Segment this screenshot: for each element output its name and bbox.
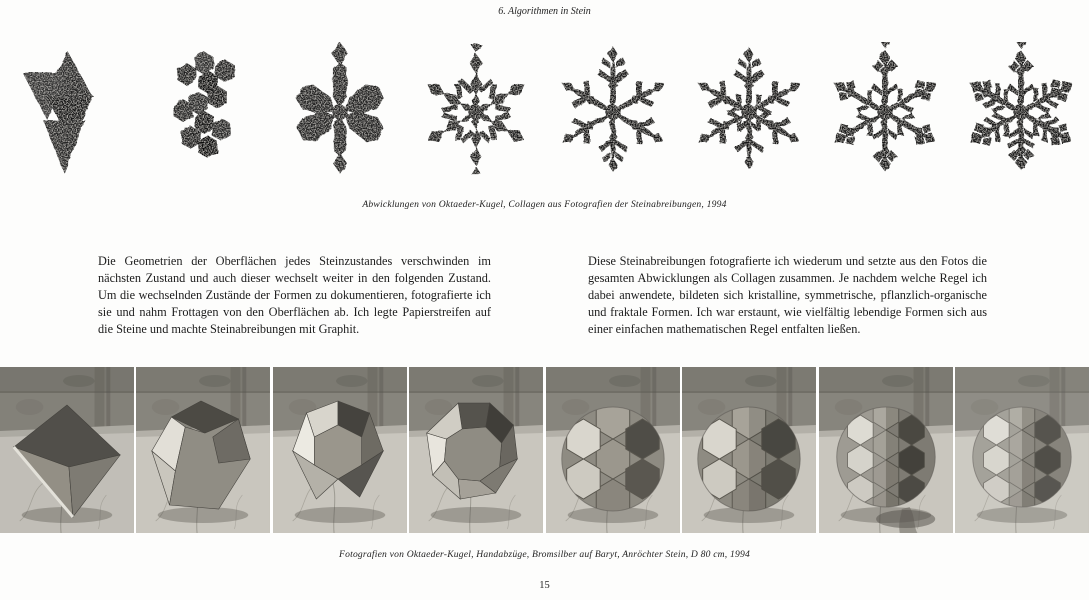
collage-stage-8 xyxy=(953,36,1089,188)
octahedron-unfolding-collage-2 xyxy=(145,42,263,183)
collage-stage-7 xyxy=(817,36,953,188)
photo-caption: Fotografien von Oktaeder-Kugel, Handabzüge, Bromsilber auf Baryt, Anröchter Stein, D 80 cm, 1994 xyxy=(339,549,750,560)
collage-stage-2 xyxy=(136,36,272,188)
collage-caption: Abwicklungen von Oktaeder-Kugel, Collagen aus Fotografien der Steinabreibungen, 1994 xyxy=(362,199,727,210)
photo-stone-stage-5 xyxy=(546,367,680,533)
page-number: 15 xyxy=(539,580,550,591)
photo-stone-stage-2 xyxy=(136,367,270,533)
stone-polyhedron-image xyxy=(273,367,407,533)
photo-figure-strip xyxy=(0,367,1089,533)
collage-stage-6 xyxy=(681,36,817,188)
stone-sphere-image xyxy=(819,367,953,533)
collage-figure-row xyxy=(0,36,1089,188)
stone-sphere-image xyxy=(955,367,1089,533)
running-head: 6. Algorithmen in Stein xyxy=(498,6,591,17)
octahedron-unfolding-collage-6 xyxy=(690,42,808,183)
body-text-left-column: Die Geometrien der Oberflächen jedes Steinzustandes verschwinden im nächsten Zustand und auch dieser wechselt weiter in den folgenden Zustand. Um die wechselnden Zustände der Formen zu dokumentieren, fotografierte ich sie und nahm Frottagen von den Oberflächen ab. Ich legte Papierstreifen auf die Steine und machte Steinabreibungen mit Graphit. xyxy=(98,254,491,337)
photo-stone-stage-3 xyxy=(273,367,407,533)
stone-polyhedron-image xyxy=(136,367,270,533)
photo-stone-stage-4 xyxy=(409,367,543,533)
octahedron-unfolding-collage-7 xyxy=(826,42,944,183)
collage-stage-4 xyxy=(408,36,544,188)
stone-faceted-sphere-image xyxy=(682,367,816,533)
collage-stage-1 xyxy=(0,36,136,188)
collage-stage-5 xyxy=(545,36,681,188)
collage-stage-3 xyxy=(272,36,408,188)
photo-stone-stage-6 xyxy=(682,367,816,533)
octahedron-unfolding-collage-8 xyxy=(962,42,1080,183)
octahedron-unfolding-collage-1 xyxy=(9,42,127,183)
photo-stone-stage-8 xyxy=(955,367,1089,533)
stone-faceted-sphere-image xyxy=(546,367,680,533)
stone-octahedron-image xyxy=(0,367,134,533)
octahedron-unfolding-collage-3 xyxy=(281,42,399,183)
stone-polyhedron-image xyxy=(409,367,543,533)
body-text-right-column: Diese Steinabreibungen fotografierte ich wiederum und setzte aus den Fotos die gesamten Abwicklungen als Collagen zusammen. Je nachdem welche Regel ich dabei anwendete, bildeten sich kristalline, symmetrische, pflanzlich-organische und fraktale Formen. Ich war erstaunt, wie vielfältig lebendige Formen sich aus einer einfachen mathematischen Regel entfalten ließen. xyxy=(588,254,987,337)
octahedron-unfolding-collage-4 xyxy=(417,42,535,183)
photo-stone-stage-1 xyxy=(0,367,134,533)
octahedron-unfolding-collage-5 xyxy=(554,42,672,183)
photo-stone-stage-7 xyxy=(819,367,953,533)
